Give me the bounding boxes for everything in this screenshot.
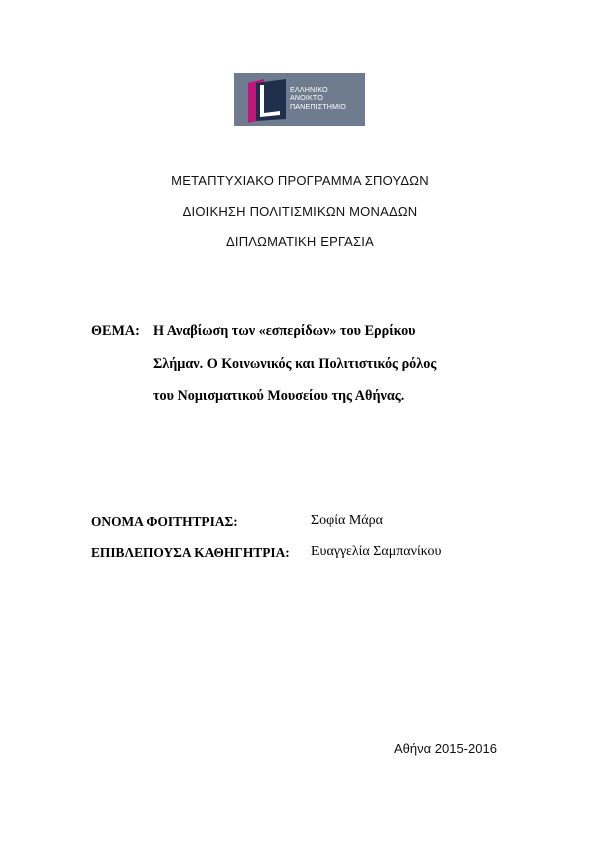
department-title: ΔΙΟΙΚΗΣΗ ΠΟΛΙΤΙΣΜΙΚΩΝ ΜΟΝΑΔΩΝ xyxy=(182,204,418,219)
subject-line-2: Σλήμαν. Ο Κοινωνικός και Πολιτιστικός ρόλος xyxy=(153,356,437,372)
document-type: ΔΙΠΛΩΜΑΤΙΚΗ ΕΡΓΑΣΙΑ xyxy=(226,234,374,249)
logo-text-line2: ΑΝΟΙΚΤΟ xyxy=(290,93,323,103)
logo-text-line3: ΠΑΝΕΠΙΣΤΗΜΙΟ xyxy=(290,101,346,111)
subject-line-1: Η Αναβίωση των «εσπερίδων» του Ερρίκου xyxy=(153,323,416,339)
logo-text xyxy=(290,86,364,111)
logo-text-line1: ΕΛΛΗΝΙΚΟ xyxy=(290,85,328,94)
program-title: ΜΕΤΑΠΤΥΧΙΑΚΟ ΠΡΟΓΡΑΜΜΑ ΣΠΟΥΔΩΝ xyxy=(171,173,429,188)
supervisor-name: Ευαγγελία Σαμπανίκου xyxy=(311,544,442,559)
subject-line-3: του Νομισματικού Μουσείου της Αθήνας. xyxy=(153,388,405,404)
student-label: ΟΝΟΜΑ ΦΟΙΤΗΤΡΙΑΣ: xyxy=(91,514,238,529)
university-logo xyxy=(234,73,365,126)
subject-label: ΘΕΜΑ: xyxy=(91,323,140,339)
student-name: Σοφία Μάρα xyxy=(311,513,383,528)
supervisor-label: ΕΠΙΒΛΕΠΟΥΣΑ ΚΑΘΗΓΗΤΡΙΑ: xyxy=(91,545,290,560)
place-and-year: Αθήνα 2015-2016 xyxy=(394,741,497,756)
